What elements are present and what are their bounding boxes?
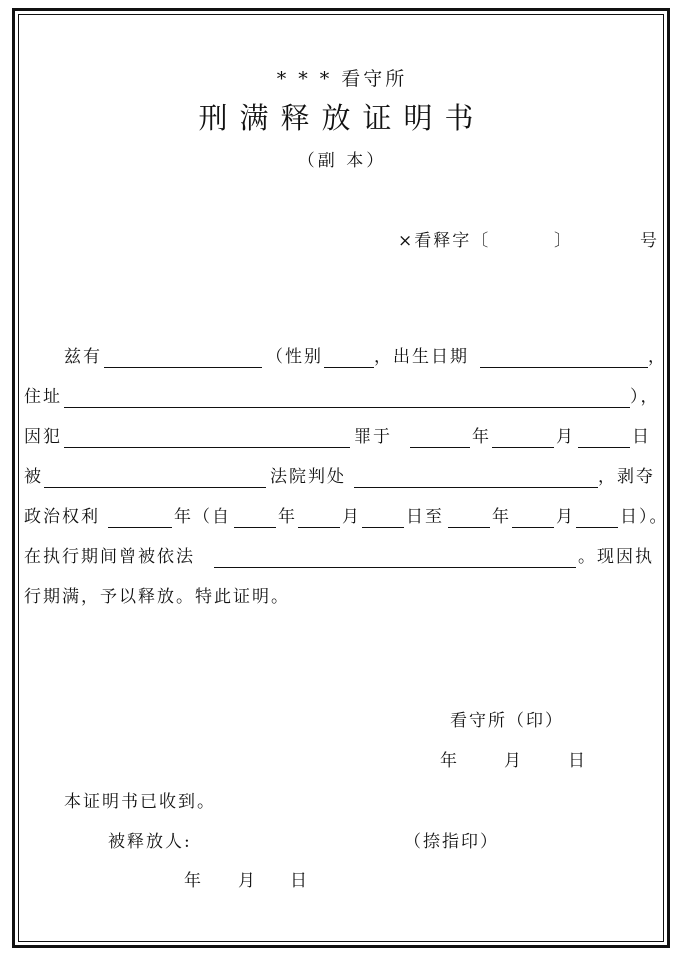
text-year-from: 年（自 (174, 507, 231, 527)
blank-to-month[interactable] (512, 527, 554, 528)
blank-address[interactable] (64, 407, 630, 408)
text-comma: ， (648, 347, 667, 367)
text-during-execution: 在执行期间曾被依法 (24, 547, 195, 567)
blank-to-year[interactable] (448, 527, 490, 528)
text-close-paren: ）， (630, 387, 660, 407)
blank-rights-years[interactable] (108, 527, 172, 528)
blank-birth-date[interactable] (480, 367, 648, 368)
text-month-3: 月 (556, 507, 575, 527)
issuer-heading: * * * 看守所 (276, 68, 408, 90)
blank-from-month[interactable] (298, 527, 340, 528)
text-month-2: 月 (342, 507, 361, 527)
seal-date-day: 日 (568, 751, 587, 771)
doc-number-suffix: 号 (640, 231, 659, 251)
text-day-end: 日）。 (620, 507, 669, 527)
seal-date-year: 年 (440, 751, 459, 771)
blank-sentence-year[interactable] (410, 447, 470, 448)
blank-execution-changes[interactable] (214, 567, 576, 568)
text-year-2: 年 (278, 507, 297, 527)
text-day-to: 日至 (406, 507, 444, 527)
text-court-sentenced: 法院判处 (270, 467, 346, 487)
blank-sentence-day[interactable] (578, 447, 630, 448)
seal-date-month: 月 (504, 751, 523, 771)
released-person-label: 被释放人: (108, 832, 192, 852)
blank-sentence[interactable] (354, 487, 598, 488)
text-release-statement: 行期满，予以释放。特此证明。 (24, 587, 290, 607)
text-year-3: 年 (492, 507, 511, 527)
text-by: 被 (24, 467, 43, 487)
blank-sentence-month[interactable] (492, 447, 554, 448)
doc-number-prefix: ×看释字〔 (398, 231, 491, 251)
text-year-1: 年 (472, 427, 491, 447)
copy-label: （副 本） (297, 151, 387, 171)
blank-court[interactable] (44, 487, 266, 488)
receipt-date-month: 月 (238, 871, 257, 891)
blank-from-day[interactable] (362, 527, 404, 528)
receipt-received: 本证明书已收到。 (64, 792, 216, 812)
receipt-date-day: 日 (290, 871, 309, 891)
text-political-rights: 政治权利 (24, 507, 100, 527)
blank-to-day[interactable] (576, 527, 618, 528)
text-birth-date: ，出生日期 (374, 347, 469, 367)
blank-name[interactable] (104, 367, 262, 368)
doc-number-bracket-close: 〕 (554, 231, 573, 251)
blank-crime[interactable] (64, 447, 350, 448)
receipt-date-year: 年 (184, 871, 203, 891)
text-deprive: ，剥夺 (598, 467, 655, 487)
text-month-1: 月 (556, 427, 575, 447)
blank-gender[interactable] (324, 367, 374, 368)
text-gender: （性别 (266, 347, 323, 367)
text-now-due: 。现因执 (578, 547, 654, 567)
text-day-1: 日 (632, 427, 651, 447)
document-title: 刑满释放证明书 (198, 101, 486, 135)
text-crime-on: 罪于 (354, 427, 392, 447)
text-address: 住址 (24, 387, 62, 407)
text-convicted-of: 因犯 (24, 427, 62, 447)
blank-from-year[interactable] (234, 527, 276, 528)
seal-label: 看守所（印） (450, 711, 564, 731)
fingerprint-label: （捺指印） (404, 832, 499, 852)
text-zi-you: 兹有 (64, 347, 102, 367)
